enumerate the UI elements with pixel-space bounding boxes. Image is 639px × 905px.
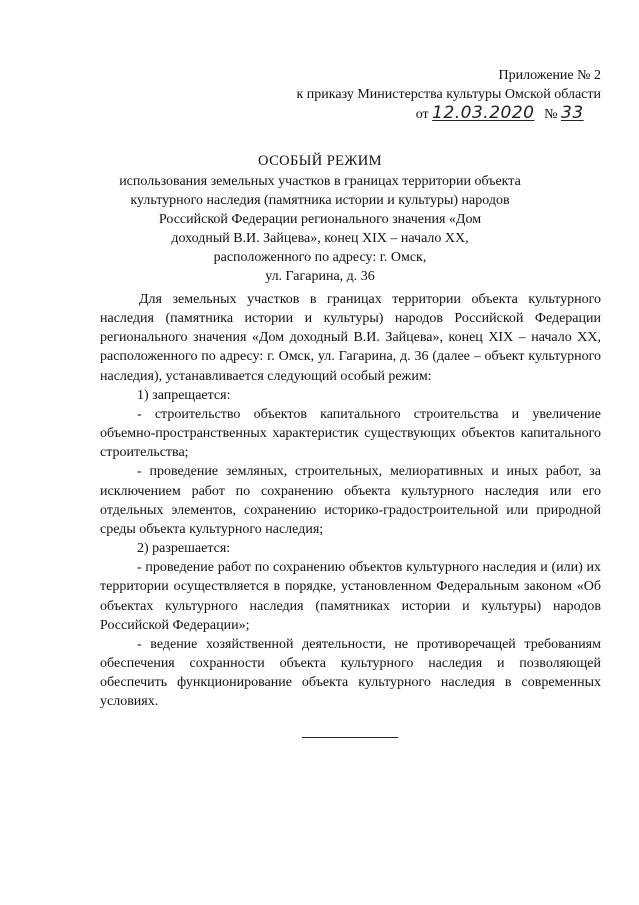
title-line: ул. Гагарина, д. 36 — [265, 269, 375, 284]
appendix-number: Приложение № 2 — [498, 68, 601, 83]
appendix-header — [297, 66, 602, 124]
title-line: доходный В.И. Зайцева», конец XIX – начало XX, — [171, 231, 469, 246]
appendix-order-reference: к приказу Министерства культуры Омской области — [296, 87, 601, 102]
title-line: использования земельных участков в границах территории объекта — [119, 174, 521, 189]
order-date-number-line — [297, 104, 602, 124]
title-heading: ОСОБЫЙ РЕЖИМ — [258, 153, 382, 169]
document-title — [100, 152, 540, 286]
permission-item: - ведение хозяйственной деятельности, не противоречащей требованиям обеспечения сохранности объекта культурного наследия и позволяющей обеспечить функционирование объекта культурного наследия в современных условиях. — [100, 636, 601, 710]
section-2-heading: 2) разрешается: — [137, 541, 231, 557]
intro-paragraph: Для земельных участков в границах территории объекта культурного наследия (памятника истории и культуры) народов Российской Федерации регионального значения «Дом доходный В.И. Зайцева», конец XIX – начало XX, расположенного по адресу: г. Омск, ул. Гагарина, д. 36 (далее – объект культурного наследия), устанавливается следующий особый режим: — [100, 292, 601, 384]
prohibition-item: - проведение земляных, строительных, мелиоративных и иных работ, за исключением работ по сохранению объекта культурного наследия или его отдельных элементов, сохранению историко-градостроительной или природной среды объекта культурного наследия; — [100, 464, 601, 537]
title-line: культурного наследия (памятника истории и культуры) народов — [130, 193, 510, 208]
section-1-heading: 1) запрещается: — [137, 387, 231, 403]
title-line: Российской Федерации регионального значения «Дом — [158, 212, 482, 227]
prohibition-item: - строительство объектов капитального строительства и увеличение объемно-пространственных характеристик существующих объектов капитального строительства; — [100, 406, 601, 461]
title-line: расположенного по адресу: г. Омск, — [213, 250, 427, 265]
closing-divider — [302, 737, 398, 738]
handwritten-order-number: 33 — [561, 103, 584, 123]
handwritten-date: 12.03.2020 — [432, 103, 535, 123]
number-sign: № — [544, 107, 558, 122]
date-prefix: от — [415, 107, 429, 122]
document-body — [100, 290, 601, 711]
permission-item: - проведение работ по сохранению объектов культурного наследия и (или) их территории осуществляется в порядке, установленном Федеральным законом «Об объектах культурного наследия (памятниках истории и культуры) народов Российской Федерации»; — [100, 560, 601, 633]
